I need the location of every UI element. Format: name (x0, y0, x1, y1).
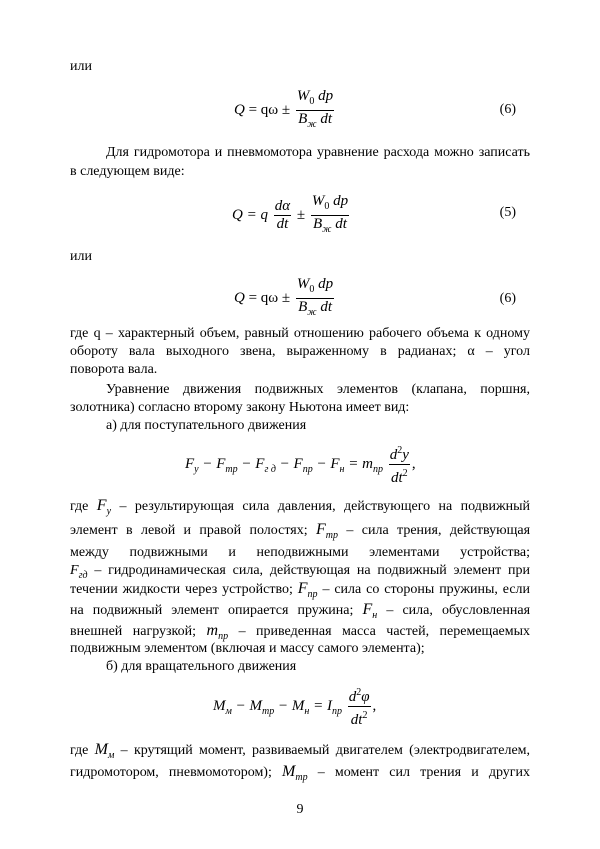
paragraph-line: Для гидромотора и пневмомотора уравнение расхода можно записать (106, 145, 530, 160)
paragraph-line: $F_{гд}$ – гидродинамическая сила, действующая на подвижный элемент при (70, 563, 530, 581)
intro-word: или (70, 249, 92, 264)
paragraph-line: золотника) согласно второму закону Ньютона имеет вид: (70, 400, 410, 415)
page-number: 9 (296, 802, 304, 817)
equation-5: Q = q $\frac{d\alpha}{dt}$ ± $\frac{W_0 dp}{B_ж dt}$ (232, 193, 349, 235)
paragraph-line: в следующем виде: (70, 164, 185, 179)
equation-number: (6) (499, 291, 516, 306)
paragraph-line: Уравнение движения подвижных элементов (клапана, поршня, (106, 382, 530, 397)
list-item-b: б) для вращательного движения (106, 659, 297, 674)
paragraph-line: обороту вала выходного звена, выраженному в радианах; α – угол (70, 344, 530, 359)
equation-rotational: $M_м - M_{тр} - M_н = I_{пр}$ $\frac{d^2\varphi}{dt^2}$ , (213, 684, 376, 729)
paragraph-line: течении жидкости через устройство; $F_{пр}$ – сила со стороны пружины, если (70, 580, 531, 601)
paragraph-line: поворота вала. (70, 362, 158, 377)
paragraph-line: на подвижный элемент опирается пружина; $F_н$ – сила, обусловленная (70, 601, 531, 622)
equation-number: (6) (499, 102, 516, 117)
paragraph-line: внешней нагрузкой; $m_{пр}$ – приведенная масса частей, перемещаемых (70, 622, 531, 643)
equation-6b: Q = qω ± $\frac{W_0 dp}{B_ж dt}$ (234, 276, 334, 318)
paragraph-line: элемент в левой и правой полостях; $F_{тр}$ – сила трения, действующая (70, 521, 531, 542)
paragraph-line: где $F_у$ – результирующая сила давления, действующего на подвижный (70, 497, 531, 518)
paragraph-line: подвижным элементом (включая и массу самого элемента); (70, 641, 425, 656)
list-item-a: а) для поступательного движения (106, 418, 307, 433)
paragraph-line: где q – характерный объем, равный отношению рабочего объема к одному (70, 326, 530, 341)
equation-number: (5) (499, 205, 516, 220)
intro-word: или (70, 59, 92, 74)
paragraph-line: где $M_м$ – крутящий момент, развиваемый двигателем (электродвигателем, (70, 741, 531, 762)
paragraph-line: гидромотором, пневмомотором); $M_{тр}$ – момент сил трения и других (70, 763, 531, 784)
equation-translational: $F_y - F_{тр} - F_{г д} - F_{пр} - F_н = m_{пр}$ $\frac{d^2y}{dt^2}$ , (185, 442, 416, 487)
paragraph-line: между подвижными и неподвижными элементами устройства; (70, 545, 530, 560)
equation-6a: Q = qω ± $\frac{W_0 dp}{B_ж dt}$ (234, 88, 334, 130)
